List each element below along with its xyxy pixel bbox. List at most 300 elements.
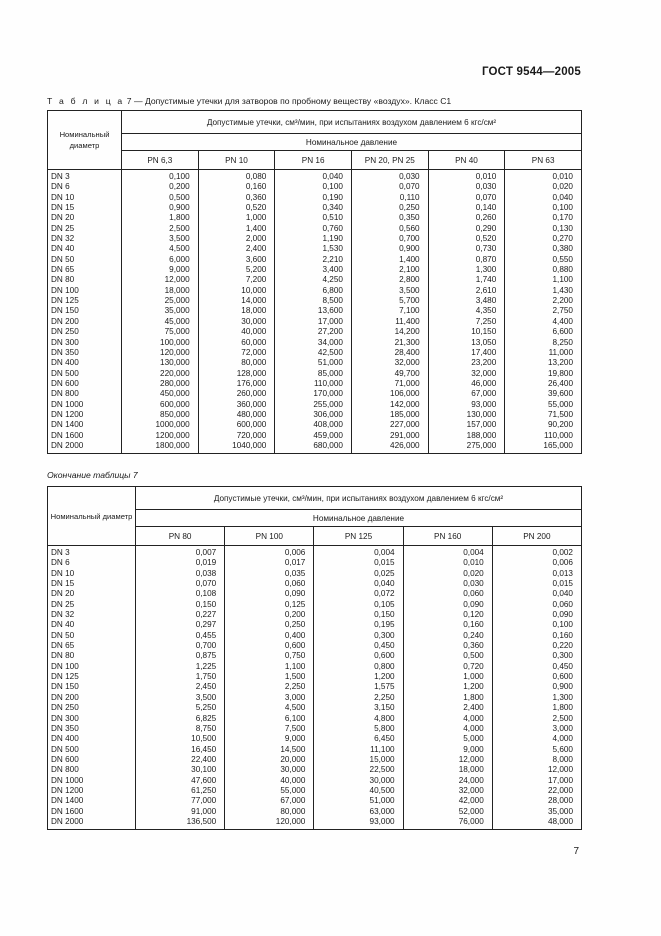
leak-value-cell: 1200,000 xyxy=(155,430,190,440)
document-code: ГОСТ 9544—2005 xyxy=(481,66,581,78)
leak-value-cell: 0,720 xyxy=(463,661,484,671)
leak-value-cell: 12,000 xyxy=(164,275,190,285)
leak-value-cell: 110,000 xyxy=(313,378,343,388)
leak-value-cell: 1,400 xyxy=(245,223,267,233)
leak-value-cell: 176,000 xyxy=(236,378,267,388)
leak-value-cell: 600,000 xyxy=(160,399,190,409)
leak-value-cell: 25,000 xyxy=(164,296,190,306)
leak-value-cell: 24,000 xyxy=(458,775,484,785)
leak-value-cell: 0,060 xyxy=(284,579,306,589)
leak-value-cell: 0,360 xyxy=(245,192,267,202)
leak-value-cell: 2,500 xyxy=(169,223,190,233)
pressure-header: Номинальное давление xyxy=(136,510,582,527)
leak-value-cell: 3,000 xyxy=(284,692,306,702)
leak-header: Допустимые утечки, см³/мин, при испытаниях воздухом давлением 6 кгс/см² xyxy=(122,111,582,134)
leak-value-cell: 4,400 xyxy=(552,316,573,326)
leak-value-cell: 459,000 xyxy=(313,430,343,440)
leak-value-cell: 165,000 xyxy=(543,440,573,450)
pressure-column-header: PN 200 xyxy=(492,527,581,546)
leak-value-cell: 19,800 xyxy=(547,368,573,378)
pressure-column-header: PN 160 xyxy=(403,527,492,546)
leak-value-cell: 0,035 xyxy=(284,568,306,578)
diameter-cell: DN 6 xyxy=(51,558,70,568)
leak-value-cell: 11,100 xyxy=(370,744,395,754)
diameter-cell: DN 25 xyxy=(51,599,75,609)
pressure-column-header: PN 16 xyxy=(275,151,352,170)
leak-value-cell: 0,013 xyxy=(552,568,573,578)
diameter-column xyxy=(48,546,136,830)
leak-value-cell: 142,000 xyxy=(390,399,420,409)
leak-value-cell: 22,500 xyxy=(369,765,395,775)
diameter-header: Номинальный диаметр xyxy=(48,487,136,546)
leak-values-column xyxy=(403,546,492,830)
diameter-cell: DN 80 xyxy=(51,651,75,661)
diameter-cell: DN 1000 xyxy=(51,775,84,785)
leak-value-cell: 13,200 xyxy=(547,358,573,368)
leak-value-cell: 18,000 xyxy=(241,306,267,316)
pressure-column-header: PN 6,3 xyxy=(122,151,199,170)
leak-value-cell: 2,500 xyxy=(552,713,573,723)
leak-value-cell: 1,225 xyxy=(195,661,217,671)
leak-value-cell: 0,108 xyxy=(195,589,217,599)
leak-value-cell: 1,800 xyxy=(463,692,484,702)
leak-value-cell: 0,560 xyxy=(399,223,420,233)
leak-value-cell: 20,000 xyxy=(280,754,306,764)
leak-value-cell: 61,250 xyxy=(191,785,217,795)
leak-value-cell: 48,000 xyxy=(547,816,573,826)
leak-value-cell: 32,000 xyxy=(471,368,497,378)
leak-value-cell: 11,400 xyxy=(395,316,420,326)
leak-value-cell: 34,000 xyxy=(317,337,343,347)
leak-value-cell: 0,510 xyxy=(322,213,343,223)
leak-value-cell: 1,430 xyxy=(552,285,573,295)
leak-value-cell: 0,900 xyxy=(169,203,190,213)
leak-value-cell: 3,480 xyxy=(475,296,497,306)
leak-value-cell: 720,000 xyxy=(236,430,267,440)
leak-value-cell: 0,520 xyxy=(245,203,267,213)
leak-value-cell: 408,000 xyxy=(313,420,343,430)
diameter-cell: DN 6 xyxy=(51,182,70,192)
leak-value-cell: 0,090 xyxy=(284,589,306,599)
leak-value-cell: 80,000 xyxy=(241,358,267,368)
leak-value-cell: 0,190 xyxy=(322,192,343,202)
leak-value-cell: 360,000 xyxy=(236,399,267,409)
diameter-cell: DN 1600 xyxy=(51,430,84,440)
leak-value-cell: 480,000 xyxy=(236,409,267,419)
leak-value-cell: 8,500 xyxy=(322,296,343,306)
leak-value-cell: 4,500 xyxy=(169,244,190,254)
diameter-cell: DN 125 xyxy=(51,296,79,306)
diameter-cell: DN 2000 xyxy=(51,440,84,450)
leak-value-cell: 67,000 xyxy=(280,796,306,806)
leak-value-cell: 7,100 xyxy=(399,306,420,316)
leak-value-cell: 0,080 xyxy=(245,172,267,181)
diameter-cell: DN 400 xyxy=(51,734,79,744)
leak-value-cell: 27,200 xyxy=(317,327,343,337)
leak-value-cell: 1000,000 xyxy=(155,420,190,430)
leak-value-cell: 93,000 xyxy=(471,399,497,409)
leak-value-cell: 110,000 xyxy=(544,430,573,440)
diameter-cell: DN 1200 xyxy=(51,785,84,795)
pressure-header: Номинальное давление xyxy=(122,134,582,151)
leak-values-column xyxy=(275,170,352,454)
diameter-cell: DN 800 xyxy=(51,765,79,775)
leak-value-cell: 28,000 xyxy=(547,796,573,806)
leak-value-cell: 0,880 xyxy=(552,265,573,275)
leak-value-cell: 0,900 xyxy=(552,682,573,692)
leak-value-cell: 4,000 xyxy=(463,713,484,723)
leak-value-cell: 93,000 xyxy=(369,816,395,826)
leak-value-cell: 1,190 xyxy=(322,234,343,244)
leak-value-cell: 0,160 xyxy=(552,630,573,640)
leak-value-cell: 55,000 xyxy=(547,399,573,409)
leak-value-cell: 76,000 xyxy=(458,816,484,826)
leak-value-cell: 72,000 xyxy=(241,347,267,357)
leak-value-cell: 0,015 xyxy=(552,579,573,589)
diameter-cell: DN 200 xyxy=(51,692,79,702)
diameter-cell: DN 1000 xyxy=(51,399,84,409)
leak-value-cell: 14,000 xyxy=(241,296,267,306)
leak-value-cell: 40,000 xyxy=(280,775,306,785)
leak-value-cell: 17,000 xyxy=(547,775,573,785)
leak-value-cell: 1040,000 xyxy=(232,440,267,450)
leak-value-cell: 0,040 xyxy=(552,589,573,599)
pressure-column-header: PN 63 xyxy=(505,151,582,170)
pressure-column-header: PN 125 xyxy=(314,527,403,546)
leak-value-cell: 3,400 xyxy=(322,265,343,275)
leak-value-cell: 11,000 xyxy=(548,347,573,357)
leak-value-cell: 0,900 xyxy=(399,244,420,254)
diameter-column xyxy=(48,170,122,454)
pressure-column-header: PN 20, PN 25 xyxy=(351,151,428,170)
leak-value-cell: 5,000 xyxy=(463,734,484,744)
leak-value-cell: 7,250 xyxy=(475,316,497,326)
diameter-cell: DN 3 xyxy=(51,548,70,557)
leak-values-column xyxy=(136,546,225,830)
leak-value-cell: 0,340 xyxy=(322,203,343,213)
leak-value-cell: 0,500 xyxy=(169,192,190,202)
leak-value-cell: 4,800 xyxy=(374,713,395,723)
diameter-cell: DN 600 xyxy=(51,754,79,764)
leak-value-cell: 32,000 xyxy=(394,358,420,368)
leak-value-cell: 2,000 xyxy=(245,234,267,244)
diameter-cell: DN 40 xyxy=(51,620,75,630)
leak-value-cell: 6,450 xyxy=(374,734,395,744)
leak-values-column xyxy=(122,170,199,454)
leak-value-cell: 0,875 xyxy=(195,651,217,661)
leak-value-cell: 3,000 xyxy=(552,723,573,733)
diameter-cell: DN 50 xyxy=(51,254,75,264)
leak-value-cell: 1,575 xyxy=(374,682,395,692)
leak-value-cell: 42,500 xyxy=(317,347,343,357)
leak-value-cell: 0,700 xyxy=(399,234,420,244)
leak-value-cell: 0,760 xyxy=(322,223,343,233)
leak-value-cell: 2,800 xyxy=(399,275,420,285)
leak-value-cell: 0,110 xyxy=(399,192,420,202)
leak-value-cell: 0,100 xyxy=(169,172,190,181)
diameter-cell: DN 50 xyxy=(51,630,75,640)
leak-value-cell: 0,020 xyxy=(552,182,573,192)
leak-value-cell: 63,000 xyxy=(369,806,395,816)
pressure-column-header: PN 10 xyxy=(198,151,275,170)
leak-value-cell: 1,500 xyxy=(284,672,306,682)
leak-value-cell: 1,000 xyxy=(463,672,484,682)
leak-value-cell: 2,200 xyxy=(552,296,573,306)
leak-value-cell: 30,100 xyxy=(191,765,217,775)
leak-value-cell: 40,500 xyxy=(369,785,395,795)
leak-value-cell: 9,000 xyxy=(463,744,484,754)
leak-value-cell: 0,100 xyxy=(552,203,573,213)
leak-value-cell: 0,160 xyxy=(463,620,484,630)
leak-value-cell: 3,150 xyxy=(374,703,395,713)
leak-value-cell: 9,000 xyxy=(169,265,190,275)
leak-value-cell: 22,400 xyxy=(191,754,217,764)
leak-value-cell: 1,400 xyxy=(399,254,420,264)
leak-value-cell: 6,800 xyxy=(322,285,343,295)
leak-value-cell: 0,160 xyxy=(245,182,267,192)
leak-value-cell: 2,250 xyxy=(374,692,395,702)
leak-value-cell: 0,200 xyxy=(284,610,306,620)
leak-value-cell: 0,600 xyxy=(284,641,306,651)
leak-value-cell: 17,000 xyxy=(317,316,343,326)
leak-value-cell: 0,227 xyxy=(195,610,217,620)
leak-value-cell: 2,610 xyxy=(475,285,497,295)
leak-value-cell: 5,600 xyxy=(552,744,573,754)
leak-value-cell: 0,030 xyxy=(463,579,484,589)
leak-value-cell: 3,500 xyxy=(195,692,217,702)
leak-value-cell: 39,600 xyxy=(547,389,573,399)
leak-value-cell: 0,004 xyxy=(463,548,484,557)
leak-value-cell: 850,000 xyxy=(160,409,190,419)
leak-value-cell: 0,750 xyxy=(284,651,306,661)
leak-value-cell: 6,100 xyxy=(284,713,306,723)
leak-value-cell: 6,000 xyxy=(169,254,190,264)
leak-values-column xyxy=(351,170,428,454)
leak-value-cell: 6,600 xyxy=(552,327,573,337)
leak-value-cell: 5,250 xyxy=(195,703,217,713)
leak-value-cell: 1,000 xyxy=(245,213,267,223)
leak-value-cell: 120,000 xyxy=(160,347,190,357)
diameter-cell: DN 65 xyxy=(51,265,75,275)
leak-value-cell: 0,300 xyxy=(552,651,573,661)
leak-values-column xyxy=(428,170,505,454)
leak-value-cell: 0,006 xyxy=(284,548,306,557)
leak-value-cell: 5,200 xyxy=(245,265,267,275)
diameter-cell: DN 65 xyxy=(51,641,75,651)
leak-value-cell: 0,290 xyxy=(475,223,497,233)
leak-value-cell: 0,600 xyxy=(374,651,395,661)
leak-value-cell: 2,100 xyxy=(399,265,420,275)
diameter-header: Номинальный диаметр xyxy=(48,111,122,170)
diameter-cell: DN 150 xyxy=(51,306,79,316)
leak-value-cell: 13,600 xyxy=(317,306,343,316)
leak-value-cell: 0,600 xyxy=(552,672,573,682)
leak-value-cell: 0,450 xyxy=(552,661,573,671)
leak-value-cell: 0,800 xyxy=(374,661,395,671)
leak-value-cell: 0,100 xyxy=(322,182,343,192)
diameter-cell: DN 125 xyxy=(51,672,79,682)
leak-value-cell: 2,450 xyxy=(195,682,217,692)
leak-value-cell: 0,150 xyxy=(374,610,395,620)
diameter-cell: DN 20 xyxy=(51,213,75,223)
leak-value-cell: 75,000 xyxy=(164,327,190,337)
leak-value-cell: 91,000 xyxy=(191,806,217,816)
leak-value-cell: 23,200 xyxy=(471,358,497,368)
leak-value-cell: 450,000 xyxy=(160,389,190,399)
leak-values-column xyxy=(225,546,314,830)
leak-value-cell: 0,040 xyxy=(374,579,395,589)
leak-value-cell: 0,220 xyxy=(552,641,573,651)
diameter-cell: DN 32 xyxy=(51,610,75,620)
diameter-cell: DN 15 xyxy=(51,579,75,589)
leak-value-cell: 170,000 xyxy=(313,389,343,399)
leak-value-cell: 13,050 xyxy=(471,337,497,347)
leak-value-cell: 220,000 xyxy=(160,368,190,378)
leak-value-cell: 0,015 xyxy=(374,558,395,568)
leak-value-cell: 1,800 xyxy=(552,703,573,713)
leak-value-cell: 18,000 xyxy=(164,285,190,295)
table1-caption-prefix: Т а б л и ц а xyxy=(47,96,125,106)
leak-value-cell: 1,300 xyxy=(552,692,573,702)
diameter-cell: DN 100 xyxy=(51,285,79,295)
leak-value-cell: 0,002 xyxy=(552,548,573,557)
pressure-column-header: PN 80 xyxy=(136,527,225,546)
leak-value-cell: 130,000 xyxy=(160,358,190,368)
leak-value-cell: 4,350 xyxy=(475,306,497,316)
leak-value-cell: 28,400 xyxy=(394,347,420,357)
leak-value-cell: 1,740 xyxy=(475,275,497,285)
leak-value-cell: 15,000 xyxy=(369,754,395,764)
leak-value-cell: 5,800 xyxy=(374,723,395,733)
leak-value-cell: 0,350 xyxy=(399,213,420,223)
leak-value-cell: 0,500 xyxy=(463,651,484,661)
leak-value-cell: 80,000 xyxy=(280,806,306,816)
leak-value-cell: 0,870 xyxy=(475,254,497,264)
leak-value-cell: 0,030 xyxy=(399,172,420,181)
leak-value-cell: 0,040 xyxy=(322,172,343,181)
leak-value-cell: 14,500 xyxy=(280,744,306,754)
leak-value-cell: 71,500 xyxy=(547,409,573,419)
leak-value-cell: 130,000 xyxy=(466,409,497,419)
leak-value-cell: 0,125 xyxy=(284,599,306,609)
leak-value-cell: 0,450 xyxy=(374,641,395,651)
leak-value-cell: 17,400 xyxy=(471,347,497,357)
leak-value-cell: 0,550 xyxy=(552,254,573,264)
leak-value-cell: 0,030 xyxy=(475,182,497,192)
diameter-cell: DN 150 xyxy=(51,682,79,692)
leak-value-cell: 10,000 xyxy=(241,285,267,295)
leak-value-cell: 51,000 xyxy=(317,358,343,368)
diameter-cell: DN 350 xyxy=(51,723,79,733)
leak-value-cell: 10,150 xyxy=(471,327,497,337)
leak-value-cell: 188,000 xyxy=(466,430,497,440)
leak-value-cell: 3,500 xyxy=(169,234,190,244)
leak-value-cell: 0,297 xyxy=(195,620,217,630)
diameter-cell: DN 1400 xyxy=(51,420,84,430)
diameter-cell: DN 2000 xyxy=(51,816,84,826)
diameter-cell: DN 1400 xyxy=(51,796,84,806)
diameter-cell: DN 350 xyxy=(51,347,79,357)
leak-value-cell: 2,750 xyxy=(552,306,573,316)
leak-value-cell: 6,825 xyxy=(195,713,217,723)
leak-value-cell: 67,000 xyxy=(471,389,497,399)
diameter-cell: DN 500 xyxy=(51,368,79,378)
leak-value-cell: 227,000 xyxy=(390,420,420,430)
leak-value-cell: 306,000 xyxy=(313,409,343,419)
diameter-cell: DN 500 xyxy=(51,744,79,754)
leak-value-cell: 77,000 xyxy=(191,796,217,806)
leak-value-cell: 0,730 xyxy=(475,244,497,254)
leak-value-cell: 8,750 xyxy=(195,723,217,733)
leak-values-column xyxy=(198,170,275,454)
leak-value-cell: 0,007 xyxy=(195,548,217,557)
leak-value-cell: 0,400 xyxy=(284,630,306,640)
leak-value-cell: 0,100 xyxy=(552,620,573,630)
leak-value-cell: 255,000 xyxy=(313,399,343,409)
leak-value-cell: 120,000 xyxy=(275,816,306,826)
leak-value-cell: 7,500 xyxy=(284,723,306,733)
leak-value-cell: 0,130 xyxy=(552,223,573,233)
diameter-cell: DN 20 xyxy=(51,589,75,599)
diameter-cell: DN 600 xyxy=(51,378,79,388)
leak-value-cell: 0,300 xyxy=(374,630,395,640)
leak-value-cell: 0,520 xyxy=(475,234,497,244)
leak-value-cell: 106,000 xyxy=(390,389,420,399)
leak-value-cell: 30,000 xyxy=(241,316,267,326)
leak-value-cell: 2,400 xyxy=(463,703,484,713)
diameter-cell: DN 200 xyxy=(51,316,79,326)
diameter-cell: DN 3 xyxy=(51,172,70,181)
leak-value-cell: 0,006 xyxy=(552,558,573,568)
leak-value-cell: 40,000 xyxy=(241,327,267,337)
leak-value-cell: 0,019 xyxy=(195,558,217,568)
table1-caption xyxy=(47,96,607,106)
leak-value-cell: 0,060 xyxy=(463,589,484,599)
leak-value-cell: 4,000 xyxy=(463,723,484,733)
leak-value-cell: 3,500 xyxy=(399,285,420,295)
leak-value-cell: 0,038 xyxy=(195,568,217,578)
leak-value-cell: 22,000 xyxy=(547,785,573,795)
leak-value-cell: 1,200 xyxy=(374,672,395,682)
leak-value-cell: 0,090 xyxy=(463,599,484,609)
diameter-cell: DN 1200 xyxy=(51,409,84,419)
leak-value-cell: 0,004 xyxy=(374,548,395,557)
diameter-cell: DN 800 xyxy=(51,389,79,399)
leak-value-cell: 60,000 xyxy=(241,337,267,347)
diameter-cell: DN 40 xyxy=(51,244,75,254)
pressure-column-header: PN 40 xyxy=(428,151,505,170)
leak-value-cell: 291,000 xyxy=(390,430,420,440)
leak-value-cell: 0,090 xyxy=(552,610,573,620)
leak-value-cell: 426,000 xyxy=(390,440,420,450)
table1-caption-text: 7 — Допустимые утечки для затворов по пробному веществу «воздух». Класс С1 xyxy=(124,96,452,106)
diameter-cell: DN 300 xyxy=(51,713,79,723)
pressure-column-header: PN 100 xyxy=(225,527,314,546)
leak-value-cell: 2,250 xyxy=(284,682,306,692)
diameter-cell: DN 300 xyxy=(51,337,79,347)
leak-value-cell: 16,450 xyxy=(191,744,217,754)
leak-value-cell: 100,000 xyxy=(160,337,190,347)
leak-value-cell: 0,250 xyxy=(399,203,420,213)
leak-value-cell: 600,000 xyxy=(236,420,267,430)
leak-value-cell: 0,170 xyxy=(552,213,573,223)
leak-value-cell: 0,260 xyxy=(475,213,497,223)
leak-value-cell: 9,000 xyxy=(284,734,306,744)
leak-value-cell: 2,210 xyxy=(322,254,343,264)
leak-value-cell: 0,195 xyxy=(374,620,395,630)
leak-value-cell: 0,070 xyxy=(399,182,420,192)
leak-value-cell: 90,200 xyxy=(547,420,573,430)
